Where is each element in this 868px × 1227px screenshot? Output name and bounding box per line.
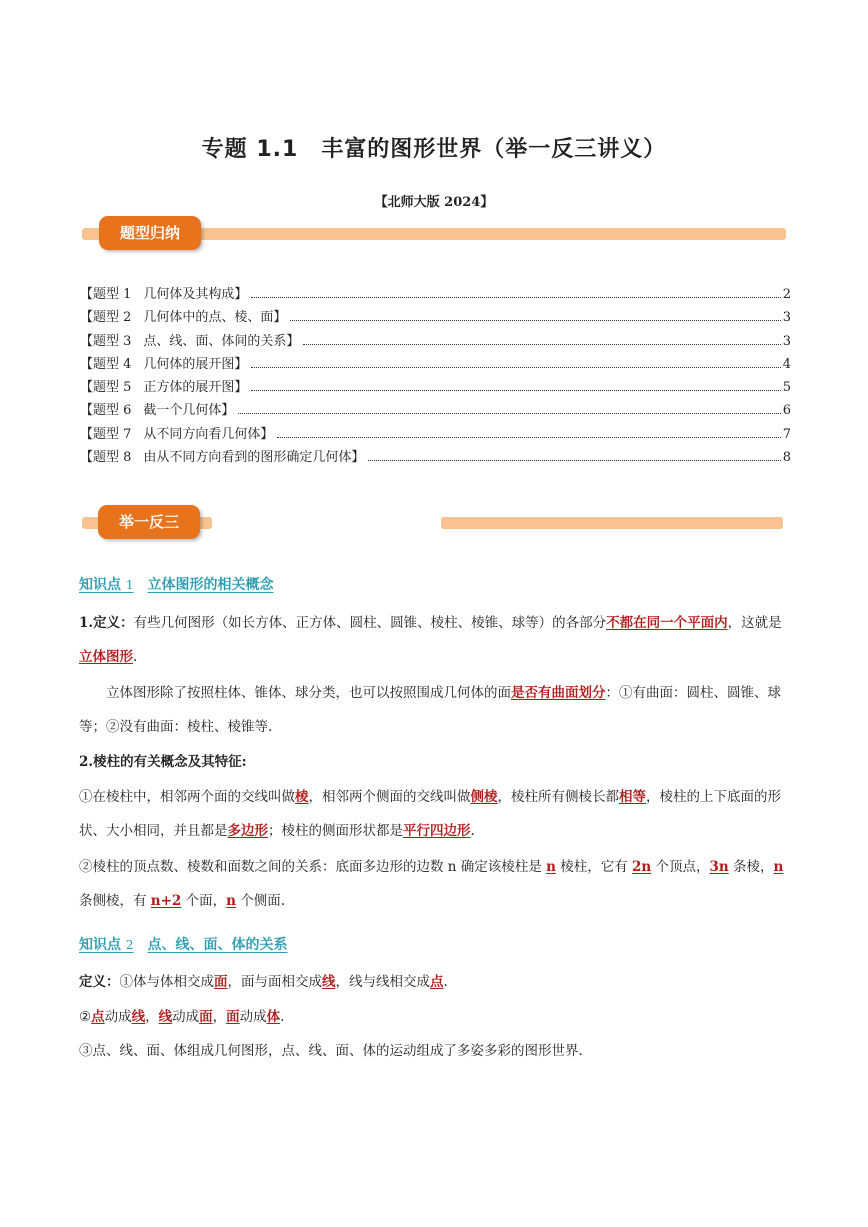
- toc-num: 【题型 2: [80, 310, 132, 326]
- toc-num: 【题型 1: [80, 287, 132, 302]
- toc-name: 从不同方向看几何体】: [143, 426, 274, 442]
- toc-page: 4: [782, 356, 791, 372]
- toc-page: 7: [782, 426, 791, 442]
- toc-leader: [303, 344, 780, 345]
- toc-num: 【题型 8: [80, 450, 132, 466]
- kp1-classification: 立体图形除了按照柱体、锥体、球分类，也可以按照围成几何体的面是否有曲面划分：①有曲面：圆柱、圆锥、球等；②没有曲面：棱柱、棱锥等.: [79, 685, 781, 735]
- toc-item[interactable]: [80, 306, 791, 329]
- toc-leader: [290, 320, 780, 321]
- toc-name: 正方体的展开图】: [143, 380, 248, 396]
- toc-page: 3: [782, 333, 791, 349]
- toc-name: 几何体的展开图】: [143, 356, 248, 372]
- toc-page: 5: [782, 380, 791, 396]
- toc-page: 2: [782, 287, 791, 302]
- toc-leader: [251, 297, 780, 298]
- toc-item[interactable]: [80, 353, 791, 376]
- toc-num: 【题型 3: [80, 333, 132, 349]
- toc-name: 点、线、面、体间的关系】: [143, 333, 300, 349]
- toc-leader: [368, 460, 780, 461]
- kp1-definition: 1.定义：有些几何图形（如长方体、正方体、圆柱、圆锥、棱柱、棱锥、球等）的各部分不都在同一个平面内，这就是立体图形.: [79, 615, 782, 665]
- toc-num: 【题型 7: [80, 426, 132, 442]
- toc-name: 几何体及其构成】: [143, 287, 248, 302]
- toc-leader: [238, 413, 780, 414]
- section-pill-types: 题型归纳: [99, 216, 201, 250]
- toc-item[interactable]: [80, 330, 791, 353]
- kp1-prism-point-1: ①在棱柱中，相邻两个面的交线叫做棱，相邻两个侧面的交线叫做侧棱，棱柱所有侧棱长都相等，棱柱的上下底面的形状、大小相同，并且都是多边形；棱柱的侧面形状都是平行四边形.: [79, 789, 781, 839]
- kp1-prism-heading: 2.棱柱的有关概念及其特征:: [79, 754, 247, 770]
- toc-page: 6: [782, 403, 791, 419]
- toc-item[interactable]: [80, 423, 791, 446]
- toc-item[interactable]: [80, 399, 791, 422]
- toc-item[interactable]: [80, 446, 791, 469]
- section-pill-practice: 举一反三: [98, 505, 200, 539]
- toc-leader: [251, 367, 780, 368]
- toc-list: [80, 283, 791, 469]
- kp2-line-3: ③点、线、面、体组成几何图形，点、线、面、体的运动组成了多姿多彩的图形世界.: [79, 1043, 583, 1059]
- page-title: 专题 1.1 丰富的图形世界（举一反三讲义）: [201, 137, 667, 162]
- toc-num: 【题型 5: [80, 380, 132, 396]
- kp1-prism-point-2: ②棱柱的顶点数、棱数和面数之间的关系：底面多边形的边数 n 确定该棱柱是 n 棱柱，它有 2n 个顶点，3n 条棱，n 条侧棱，有 n+2 个面，n 个侧面.: [79, 859, 784, 909]
- toc-page: 8: [782, 450, 791, 466]
- toc-leader: [251, 390, 780, 391]
- toc-num: 【题型 6: [80, 403, 132, 419]
- edition-label: 【北师大版 2024】: [374, 195, 494, 210]
- knowledge-point-1-heading: 知识点 1 立体图形的相关概念: [79, 577, 274, 593]
- toc-num: 【题型 4: [80, 356, 132, 372]
- toc-name: 截一个几何体】: [143, 403, 235, 419]
- knowledge-point-2-heading: 知识点 2 点、线、面、体的关系: [79, 937, 288, 953]
- toc-name: 由从不同方向看到的图形确定几何体】: [143, 450, 365, 466]
- kp2-line-1: 定义：①体与体相交成面，面与面相交成线，线与线相交成点.: [79, 974, 448, 990]
- section-band-practice-right: [441, 517, 783, 529]
- toc-item[interactable]: [80, 283, 791, 306]
- toc-name: 几何体中的点、棱、面】: [143, 310, 287, 326]
- toc-leader: [277, 437, 780, 438]
- toc-item[interactable]: [80, 376, 791, 399]
- toc-page: 3: [782, 310, 791, 326]
- kp2-line-2: ②点动成线，线动成面，面动成体.: [79, 1009, 285, 1025]
